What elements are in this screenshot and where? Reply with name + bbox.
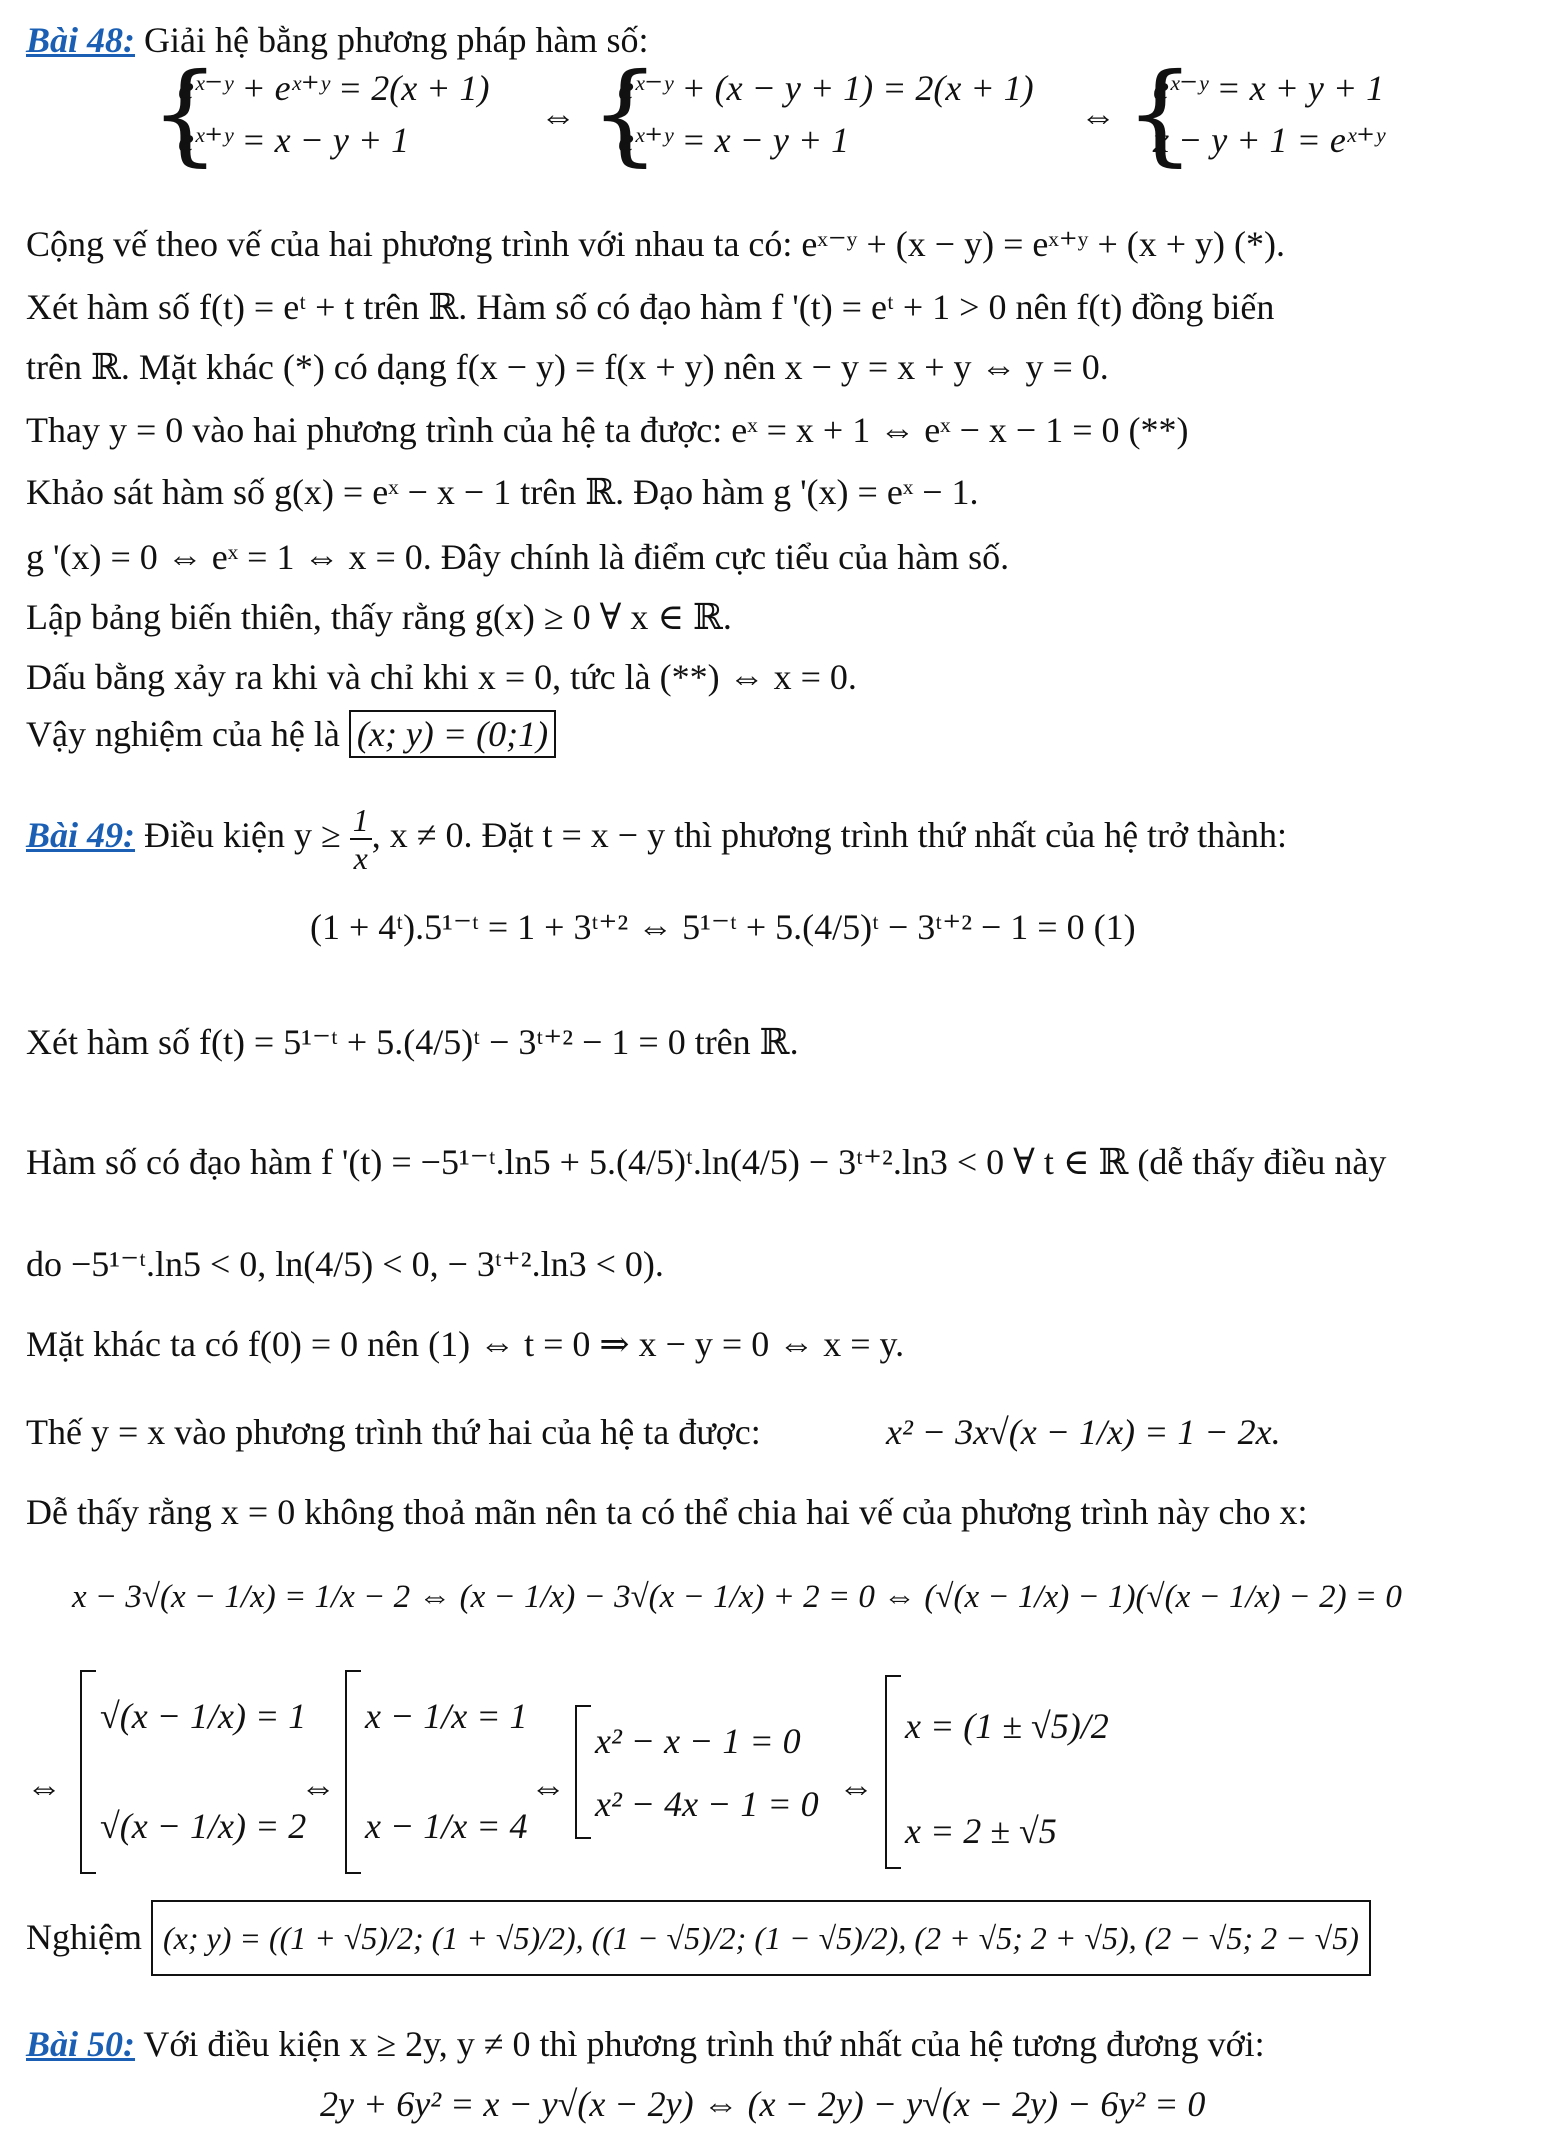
sys2-line2: eˣ⁺ʸ = x − y + 1 [618, 120, 850, 160]
case4-a: x = (1 ± √5)/2 [905, 1706, 1109, 1746]
bai49-solution-line [26, 1900, 1533, 1976]
cond-fraction [350, 802, 372, 876]
bai48-line-4: Thay y = 0 vào hai phương trình của hệ ta được: eˣ = x + 1 ⇔ eˣ − x − 1 = 0 (**) [26, 410, 1189, 450]
bai49-derivative-2: do −5¹⁻ᵗ.ln5 < 0, ln(4/5) < 0, − 3ᵗ⁺².ln3 < 0). [26, 1244, 664, 1284]
sys2-line1: eˣ⁻ʸ + (x − y + 1) = 2(x + 1) [618, 68, 1034, 108]
bai48-intro-line [26, 18, 1533, 62]
equiv-symbol-4: ⇔ [300, 1767, 336, 1807]
answer-prefix: Vậy nghiệm của hệ là [26, 714, 349, 754]
bai49-header: Bài 49: [26, 815, 136, 855]
case-bracket-4 [885, 1675, 901, 1869]
bai50-intro: Với điều kiện x ≥ 2y, y ≠ 0 thì phương trình thứ nhất của hệ tương đương với: [135, 2024, 1265, 2064]
case3-b: x² − 4x − 1 = 0 [595, 1784, 819, 1824]
equiv-symbol-5: ⇔ [530, 1767, 566, 1807]
solution-prefix: Nghiệm [26, 1917, 151, 1957]
case1-a: √(x − 1/x) = 1 [100, 1696, 307, 1736]
equiv-symbol-2: ⇔ [1080, 96, 1116, 136]
case1-b: √(x − 1/x) = 2 [100, 1806, 307, 1846]
bai48-line-8: Dấu bằng xảy ra khi và chỉ khi x = 0, tức là (**) ⇔ x = 0. [26, 657, 857, 697]
bai49-see: Dễ thấy rằng x = 0 không thoả mãn nên ta có thể chia hai vế của phương trình này cho x: [26, 1492, 1308, 1532]
bai50-intro-line [26, 2022, 1533, 2066]
bai48-answer-line [26, 712, 1533, 756]
brace-icon: { [590, 49, 660, 177]
bai50-header: Bài 50: [26, 2024, 136, 2064]
bai48-line-5: Khảo sát hàm số g(x) = eˣ − x − 1 trên ℝ. Đạo hàm g '(x) = eˣ − 1. [26, 472, 979, 512]
answer-box: (x; y) = (0;1) [349, 710, 556, 758]
frac-num: 1 [350, 802, 372, 840]
bai49-cond-b: , x ≠ 0. Đặt t = x − y thì phương trình thứ nhất của hệ trở thành: [371, 815, 1288, 855]
bai48-line-1: Cộng vế theo vế của hai phương trình với nhau ta có: eˣ⁻ʸ + (x − y) = eˣ⁺ʸ + (x + y) (*). [26, 224, 1285, 264]
bai49-cond-a: Điều kiện y ≥ [135, 815, 350, 855]
solution-box: (x; y) = ((1 + √5)/2; (1 + √5)/2), ((1 − √5)/2; (1 − √5)/2), (2 + √5; 2 + √5), (2 − √5; 2 − √5) [151, 1900, 1371, 1976]
case2-b: x − 1/x = 4 [365, 1806, 528, 1846]
bai49-condition-line [26, 790, 1533, 880]
bai50-equation: 2y + 6y² = x − y√(x − 2y) ⇔ (x − 2y) − y√(x − 2y) − 6y² = 0 [320, 2084, 1206, 2124]
frac-den: x [353, 839, 368, 876]
bai48-intro: Giải hệ bằng phương pháp hàm số: [135, 20, 649, 60]
case4-b: x = 2 ± √5 [905, 1811, 1057, 1851]
equiv-symbol-3: ⇔ [26, 1767, 62, 1807]
bai49-subst-line [26, 1410, 1533, 1454]
case-bracket-2 [345, 1670, 361, 1874]
bai48-line-3: trên ℝ. Mặt khác (*) có dạng f(x − y) = f(x + y) nên x − y = x + y ⇔ y = 0. [26, 347, 1109, 387]
brace-icon: { [150, 49, 220, 177]
sys3-line1: eˣ⁻ʸ = x + y + 1 [1153, 68, 1385, 108]
sys3-line2: x − y + 1 = eˣ⁺ʸ [1153, 120, 1385, 160]
bai48-line-7: Lập bảng biến thiên, thấy rằng g(x) ≥ 0 ∀ x ∈ ℝ. [26, 597, 732, 637]
sys1-line1: eˣ⁻ʸ + eˣ⁺ʸ = 2(x + 1) [178, 68, 490, 108]
subst-text: Thế y = x vào phương trình thứ hai của hệ ta được: [26, 1412, 761, 1452]
bai48-line-2: Xét hàm số f(t) = eᵗ + t trên ℝ. Hàm số có đạo hàm f '(t) = eᵗ + 1 > 0 nên f(t) đồng biến [26, 287, 1275, 327]
subst-equation: x² − 3x√(x − 1/x) = 1 − 2x. [886, 1412, 1281, 1452]
bai48-line-6: g '(x) = 0 ⇔ eˣ = 1 ⇔ x = 0. Đây chính là điểm cực tiểu của hàm số. [26, 537, 1010, 577]
bai48-header: Bài 48: [26, 20, 136, 60]
brace-icon: { [1125, 49, 1195, 177]
sys1-line2: eˣ⁺ʸ = x − y + 1 [178, 120, 410, 160]
case3-a: x² − x − 1 = 0 [595, 1721, 801, 1761]
bai49-eq2: x − 3√(x − 1/x) = 1/x − 2 ⇔ (x − 1/x) − 3√(x − 1/x) + 2 = 0 ⇔ (√(x − 1/x) − 1)(√(x − 1/x) − 2) = 0 [72, 1579, 1402, 1615]
equiv-symbol-6: ⇔ [838, 1767, 874, 1807]
bai49-derivative: Hàm số có đạo hàm f '(t) = −5¹⁻ᵗ.ln5 + 5.(4/5)ᵗ.ln(4/5) − 3ᵗ⁺².ln3 < 0 ∀ t ∈ ℝ (dễ thấy điều này [26, 1142, 1387, 1182]
case2-a: x − 1/x = 1 [365, 1696, 528, 1736]
case-bracket-1 [80, 1670, 96, 1874]
bai49-other: Mặt khác ta có f(0) = 0 nên (1) ⇔ t = 0 ⇒ x − y = 0 ⇔ x = y. [26, 1324, 905, 1364]
bai49-eq1: (1 + 4ᵗ).5¹⁻ᵗ = 1 + 3ᵗ⁺² ⇔ 5¹⁻ᵗ + 5.(4/5)ᵗ − 3ᵗ⁺² − 1 = 0 (1) [310, 907, 1136, 947]
equiv-symbol-1: ⇔ [540, 96, 576, 136]
bai49-consider: Xét hàm số f(t) = 5¹⁻ᵗ + 5.(4/5)ᵗ − 3ᵗ⁺² − 1 = 0 trên ℝ. [26, 1022, 799, 1062]
case-bracket-3 [575, 1705, 591, 1839]
